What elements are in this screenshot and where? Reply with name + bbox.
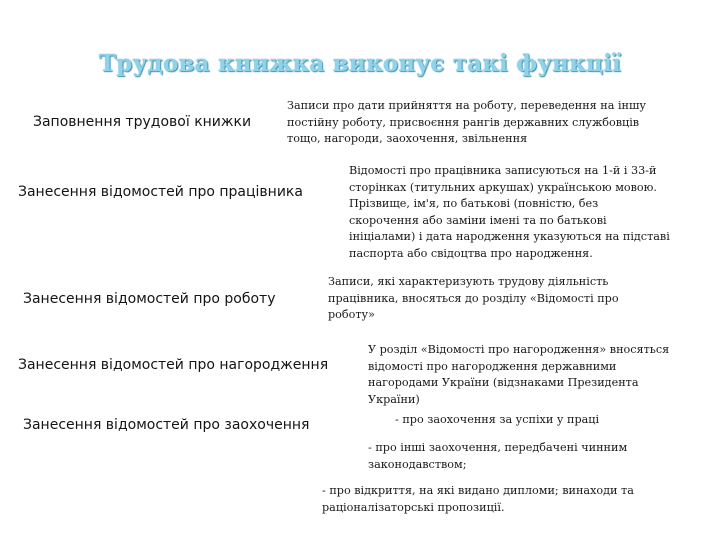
desc-work-info xyxy=(328,274,619,324)
desc-incentives-info xyxy=(395,412,599,429)
desc-other-incentives xyxy=(368,440,627,473)
desc-line: - про інші заохочення, передбачені чинним xyxy=(368,441,628,454)
desc-line: постійну роботу, присвоєння рангів державних службовців xyxy=(287,115,640,129)
desc-employee-info xyxy=(349,163,670,262)
desc-line: паспорта або свідоцтва про народження. xyxy=(349,246,593,260)
desc-line: роботу» xyxy=(328,308,375,321)
desc-line: тощо, нагороди, заохочення, звільнення xyxy=(287,132,528,145)
desc-line: сторінках (титульних аркушах) українською мовою. xyxy=(349,180,657,194)
label-filling-workbook: Заповнення трудової книжки xyxy=(33,114,252,130)
desc-line: У розділ «Відомості про нагородження» вносяться xyxy=(368,343,670,356)
desc-line: скорочення або заміни імені та по батькові xyxy=(349,213,607,227)
desc-line: - про відкриття, на які видано дипломи; винаходи та xyxy=(322,484,634,497)
top-band xyxy=(0,0,720,52)
desc-line: відомості про нагородження державними xyxy=(368,359,617,373)
desc-line: раціоналізаторські пропозиції. xyxy=(322,500,505,514)
desc-awards-info xyxy=(368,342,669,408)
desc-line: законодавством; xyxy=(368,457,467,471)
desc-discoveries xyxy=(322,483,634,516)
label-awards-info: Занесення відомостей про нагородження xyxy=(18,357,329,373)
desc-line: - про заохочення за успіхи у праці xyxy=(395,413,600,426)
desc-line: працівника, вносяться до розділу «Відомості про xyxy=(328,291,619,305)
page-title: Трудова книжка виконує такі функції xyxy=(98,50,622,77)
label-employee-info: Занесення відомостей про працівника xyxy=(18,184,303,200)
desc-filling-workbook xyxy=(287,98,646,148)
label-work-info: Занесення відомостей про роботу xyxy=(23,291,276,307)
label-incentives-info: Занесення відомостей про заохочення xyxy=(23,417,310,433)
desc-line: Відомості про працівника записуються на 1-й і 33-й xyxy=(349,164,657,177)
desc-line: Записи, які характеризують трудову діяльність xyxy=(328,275,609,288)
desc-line: ініціалами) і дата народження указуються на підставі xyxy=(349,230,670,243)
desc-line: нагородами України (відзнаками Президента xyxy=(368,376,639,389)
desc-line: Прізвище, ім'я, по батькові (повністю, без xyxy=(349,197,599,210)
desc-line: Записи про дати прийняття на роботу, переведення на іншу xyxy=(287,99,646,112)
desc-line: України) xyxy=(368,392,420,406)
